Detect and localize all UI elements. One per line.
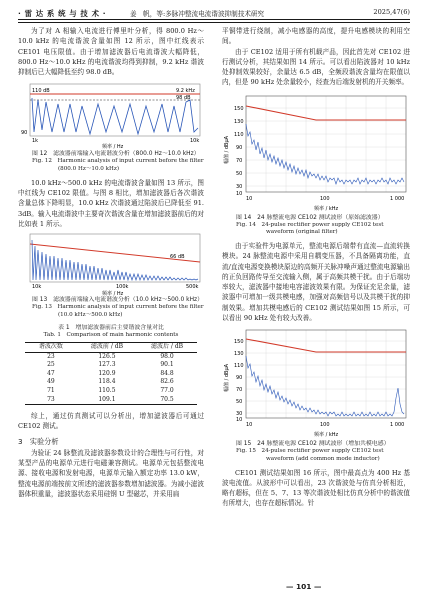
- y-tick-label: 70: [236, 387, 243, 394]
- x-tick-label: 10: [246, 422, 253, 429]
- article-running-title: 姜 帆，等:多脉冲整流电流谐波抑制技术研究: [130, 10, 265, 18]
- y-top-label: 110 dB: [32, 88, 50, 95]
- table-1: [18, 324, 204, 405]
- figure-12-caption: [18, 150, 204, 173]
- table-cell: 77.0: [160, 386, 174, 394]
- section-heading: 3 实验分析: [18, 436, 59, 446]
- table-cell: 84.8: [160, 369, 174, 377]
- running-header: [18, 6, 410, 22]
- table-row: [25, 378, 197, 387]
- figure-12-plot: [18, 82, 204, 150]
- y-tick-label: 30: [236, 183, 243, 190]
- y-tick-label: 90: [236, 144, 243, 151]
- figure-13-plot: [18, 232, 204, 296]
- x-tick-label: 100: [320, 422, 330, 429]
- table-cell: 47: [47, 369, 55, 377]
- caption-chinese: 图 15 24 脉整流电源 CE102 测试波形（增加共模电感）: [236, 441, 390, 448]
- caption-english-2: (800.0 Hz～10.0 kHz): [58, 166, 120, 173]
- y-tick-label: 110: [234, 363, 244, 370]
- figure-13: [18, 232, 204, 319]
- table-cell: 71: [47, 386, 55, 394]
- table-row: [25, 387, 197, 396]
- paragraph: 由于 CE102 适用于所有机载产品，因此首先对 CE102 进行测试分析，其结果如图 14 所示。可以看出陷波器对 10 kHz 处抑制效果较好，余量达 6.5 dB，全频段谐波含量均在限值以内，但是 90 kHz 处余量较小，经查为后端发射机的开关频率。: [222, 47, 410, 87]
- table-cell: 126.5: [98, 352, 116, 360]
- figure-15-caption: [222, 440, 410, 463]
- figure-14: [222, 92, 410, 237]
- table-row: [25, 396, 197, 405]
- table-row: [25, 361, 197, 370]
- y-ticks: [234, 339, 244, 423]
- x-axis-label: 频率 / kHz: [314, 432, 339, 439]
- table-cell: 90.1: [160, 361, 174, 369]
- column-header: 滤波后 / dB: [137, 342, 197, 352]
- page-number: — 101 —: [286, 582, 322, 591]
- table-cell: 82.6: [160, 378, 174, 386]
- paragraph: 综上，通过仿真测试可以分析出，增加滤波器后可通过 CE102 测试。: [18, 412, 204, 431]
- y-tick-label: 70: [236, 157, 243, 164]
- issue-number: 2025,47(6): [373, 8, 410, 16]
- y-tick-label: 50: [236, 170, 243, 177]
- x-axis-label: 频率 / Hz: [102, 144, 124, 151]
- marker-label-freq: 9.2 kHz: [176, 88, 195, 95]
- y-tick-label: 150: [234, 105, 244, 112]
- x-tick-label: 10: [246, 195, 253, 202]
- paragraph: 为了对 A 相输入电流进行傅里叶分析，得 800.0 Hz～10.0 kHz 的电流谐波含量如图 12 所示，图中红线表示 CE101 电压限值。由于增加滤波器后电流谐波大幅降低，800.0 Hz～10.0 kHz 的电流谐波均得到抑制，9.2 kHz 谐波抑制后已大幅降低至约 98.0 dB。: [18, 27, 204, 77]
- y-axis-label: 幅值 / dBμA: [224, 135, 230, 164]
- column-header: 谐波次数: [25, 342, 77, 352]
- y-tick-label: 130: [234, 118, 244, 125]
- paragraph: 10.0 kHz～500.0 kHz 的电流谐波含量如图 13 所示，图中红线为 CE102 限值。与图 8 相比，增加滤波器后各次谐波含量总体下降明显，10.0 kHz 次谐波通过陷波后已降低至 91. 3dB。输入电流谐波中主要奇次谐波含量在增加滤波器前后的对比如表 1 所示。: [18, 178, 204, 228]
- table-cell: 127.3: [98, 361, 116, 369]
- paragraph: 为验证 24 脉整流及滤波器参数设计的合理性与可行性，对某型产品的电源单元进行电磁兼容测试。电源单元包括整流电源、接收电源和发射电源，电源单元输入额定功率 13.0 kW，整流电源前端按前文所述的滤波器参数增加滤波器。为减小滤波器体积重量，滤波器状态采用硅钢 U 型磁芯，并采用扁: [18, 448, 204, 498]
- table-cell: 73: [25, 396, 77, 405]
- column-header: 滤波前 / dB: [77, 342, 137, 352]
- emission-trace: [246, 124, 404, 184]
- left-column: [18, 26, 204, 499]
- caption-chinese: 图 13 滤波器前端输入电流谐波分析（10.0 kHz～500.0 kHz）: [32, 297, 203, 304]
- caption-english: Fig. 13 Harmonic analysis of input current before the filter: [32, 304, 204, 311]
- caption-english-2: (10.0 kHz～500.0 kHz): [58, 311, 123, 318]
- x-tick-label: 10k: [190, 138, 200, 145]
- marker-label-level: 98 dB: [176, 95, 191, 102]
- y-tick-label: 130: [234, 351, 244, 358]
- table-cell: 110.5: [98, 386, 116, 394]
- table-header-row: [25, 342, 197, 352]
- x-tick-label: 100k: [116, 284, 129, 291]
- paragraph: CE101 测试结果如图 16 所示，图中最高点为 400 Hz 基波电流值。从波形中可以看出，23 次谐波处与仿真分析相近，略有超标，但在 5、7、13 等次谐波处相比仿真分析中的谐波值有所增大，也存在超标情况。针: [222, 468, 410, 508]
- y-tick-label: 90: [236, 375, 243, 382]
- x-tick-label: 1 000: [390, 422, 405, 429]
- figure-13-caption: [18, 296, 204, 319]
- caption-chinese: 图 12 滤波器前端输入电流谐波分析（800.0 Hz～10.0 kHz）: [32, 151, 200, 158]
- y-tick-label: 50: [236, 399, 243, 406]
- x-tick-label: 100: [320, 195, 330, 202]
- caption-english-2: waveform (original filter): [266, 229, 338, 236]
- header-rule: [18, 19, 410, 20]
- figure-15: [222, 326, 410, 463]
- x-tick-label: 1k: [32, 138, 39, 145]
- y-axis-label: 幅值 / dBμA: [224, 364, 230, 393]
- table-cell: 49: [47, 378, 55, 386]
- x-tick-label: 500k: [186, 284, 199, 291]
- paragraph: 平铜带进行绕制，减小电感器的高度，提升电感模块的利用空间。: [222, 27, 410, 46]
- x-axis-label: 频率 / kHz: [314, 205, 339, 212]
- table-cell: 70.5: [137, 396, 197, 405]
- figure-12: [18, 82, 204, 173]
- y-ticks: [234, 106, 244, 197]
- x-tick-label: 1 000: [390, 195, 405, 202]
- caption-english: Fig. 15 24-pulse rectifier power supply CE102 test: [236, 448, 384, 455]
- header-rule-thin: [18, 22, 410, 23]
- table-title-chinese: 表 1 增加滤波器前后主要谐波含量对比: [58, 325, 164, 332]
- x-tick-label: 10k: [32, 284, 42, 291]
- limit-label: 66 dB: [170, 254, 185, 261]
- table-title-english: Tab. 1 Comparison of main harmonic contents: [43, 332, 179, 339]
- table-cell: 98.0: [160, 352, 174, 360]
- journal-name: · 雷 达 系 统 与 技 术 ·: [18, 9, 107, 18]
- x-axis-label: 频率 / Hz: [102, 291, 124, 297]
- table-cell: 120.9: [98, 369, 116, 377]
- right-column: [222, 26, 410, 509]
- caption-english: Fig. 12 Harmonic analysis of input current before the filter: [32, 158, 204, 165]
- y-tick-label: 110: [234, 131, 244, 138]
- harmonic-trace: [32, 240, 198, 280]
- y-bottom-label: 90: [21, 130, 28, 137]
- table-cell: 118.4: [98, 378, 116, 386]
- y-tick-label: 150: [234, 339, 244, 346]
- table-cell: 23: [47, 352, 55, 360]
- table-row: [25, 352, 197, 361]
- figure-15-plot: [222, 326, 410, 440]
- y-tick-label: 10: [236, 417, 243, 424]
- y-tick-label: 30: [236, 411, 243, 418]
- figure-14-plot: [222, 92, 410, 214]
- table-row: [25, 370, 197, 379]
- caption-chinese: 图 14 24 脉整流电源 CE102 测试波形（原始滤波器）: [236, 214, 384, 221]
- harmonic-trace: [32, 98, 198, 134]
- table-cell: 25: [47, 361, 55, 369]
- caption-english: Fig. 14 24-pulse rectifier power supply CE102 test: [236, 221, 384, 228]
- figure-14-caption: [222, 214, 410, 237]
- y-tick-label: 10: [236, 190, 243, 197]
- caption-english-2: waveform (add common mode inductor): [266, 455, 380, 462]
- harmonic-comparison-table: [25, 342, 197, 405]
- table-cell: 109.1: [77, 396, 137, 405]
- paragraph: 由于实验件为电源单元，整流电源后端带有直流—直流转换模块。24 脉整流电源中采用自耦变压器，不具备隔离功能，直流/直流电源变换模块原边的高频开关脉冲噪声通过整流电源输出的正负回路传导至交流输入侧，属于高频共模干扰。由于后端功率较大，滤波器中接地电容滤波效果有限。为保证充足余量，滤波器中可增加一级共模电感，加强对高频信号以及共模干扰的抑制效果。增加共模电感后的 CE102 测试结果如图 15 所示，可以看出 90 kHz 处有较大改善。: [222, 241, 410, 323]
